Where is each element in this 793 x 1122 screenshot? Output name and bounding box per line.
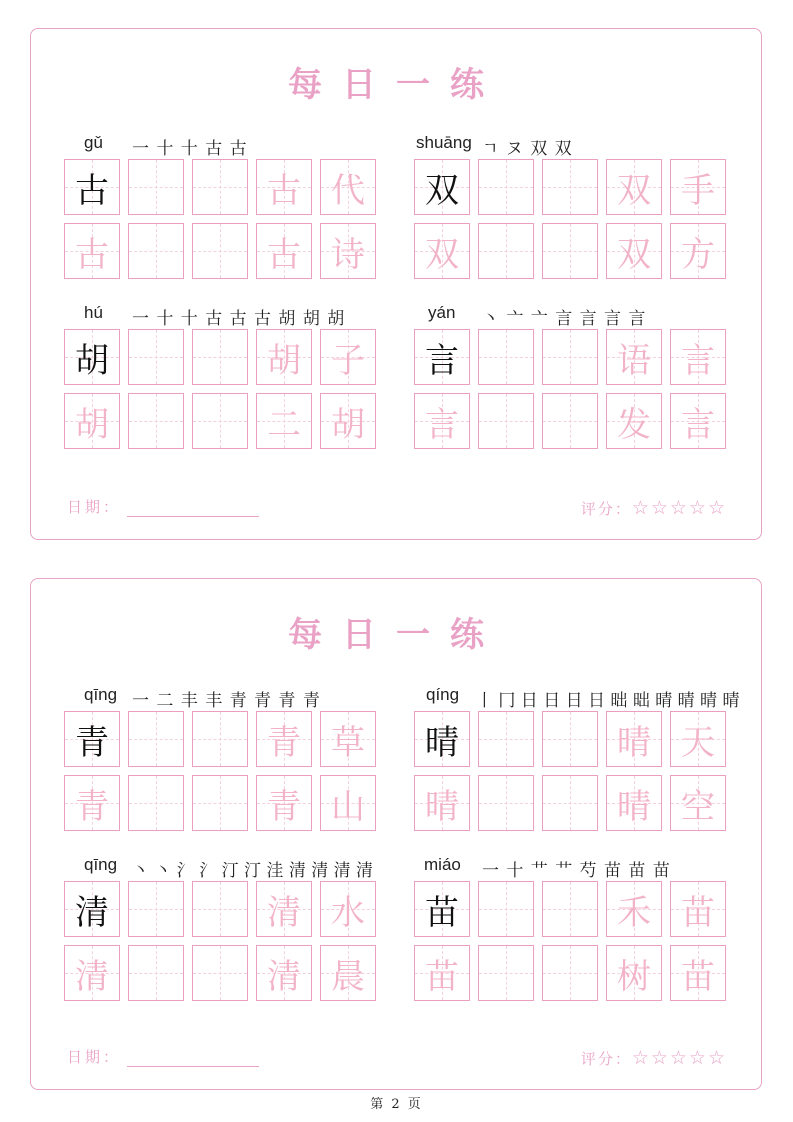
grid-cell[interactable] bbox=[542, 775, 598, 831]
pinyin: qīng bbox=[84, 855, 118, 874]
grid-cell[interactable] bbox=[478, 159, 534, 215]
char-block-qing-sunny bbox=[414, 685, 740, 867]
grid-cell[interactable]: 言 bbox=[670, 329, 726, 385]
grid-cell[interactable]: 空 bbox=[670, 775, 726, 831]
grid-cell[interactable] bbox=[478, 711, 534, 767]
grid-cell[interactable] bbox=[478, 393, 534, 449]
stroke-order: 一 十 艹 艹 芍 苗 苗 苗 bbox=[482, 861, 671, 881]
stroke-order: 一 二 丰 丰 青 青 青 青 bbox=[132, 691, 321, 711]
grid-cell[interactable]: 言 bbox=[414, 393, 470, 449]
grid-cell[interactable] bbox=[478, 223, 534, 279]
char-block-gu bbox=[64, 133, 382, 315]
char-block-shuang bbox=[414, 133, 732, 315]
grid-cell: 古 bbox=[64, 159, 120, 215]
stroke-order: 一 十 十 古 古 古 胡 胡 胡 bbox=[132, 309, 346, 329]
grid-cell[interactable]: 水 bbox=[320, 881, 376, 937]
grid-cell[interactable] bbox=[192, 945, 248, 1001]
grid-cell[interactable]: 清 bbox=[256, 881, 312, 937]
pinyin: hú bbox=[84, 303, 103, 322]
grid-cell[interactable]: 清 bbox=[64, 945, 120, 1001]
grid-cell[interactable] bbox=[128, 159, 184, 215]
score-field bbox=[581, 1047, 727, 1069]
grid-cell[interactable]: 胡 bbox=[64, 393, 120, 449]
grid-cell[interactable] bbox=[192, 159, 248, 215]
grid-cell[interactable] bbox=[128, 945, 184, 1001]
grid-cell[interactable]: 晴 bbox=[606, 711, 662, 767]
grid-cell[interactable] bbox=[128, 881, 184, 937]
score-label: 评分： bbox=[580, 1050, 632, 1068]
grid-cell[interactable] bbox=[542, 393, 598, 449]
grid-cell: 清 bbox=[64, 881, 120, 937]
grid-cell[interactable] bbox=[128, 711, 184, 767]
char-block-qing-clear bbox=[64, 855, 382, 1037]
grid-cell[interactable]: 山 bbox=[320, 775, 376, 831]
stroke-order: 丨 冂 日 日 日 日 昢 昢 晴 晴 晴 晴 bbox=[476, 691, 740, 711]
grid-cell[interactable]: 青 bbox=[256, 711, 312, 767]
date-field[interactable] bbox=[67, 496, 259, 517]
grid-cell[interactable] bbox=[478, 329, 534, 385]
pinyin: yán bbox=[428, 303, 456, 322]
grid-cell: 胡 bbox=[64, 329, 120, 385]
score-field bbox=[581, 497, 727, 519]
char-block-hu bbox=[64, 303, 382, 485]
card-title: 每日一练 bbox=[288, 65, 504, 105]
grid-cell[interactable] bbox=[192, 775, 248, 831]
grid-cell[interactable] bbox=[128, 393, 184, 449]
grid-cell[interactable]: 晴 bbox=[606, 775, 662, 831]
grid-cell[interactable]: 草 bbox=[320, 711, 376, 767]
grid-cell[interactable] bbox=[192, 329, 248, 385]
grid-cell[interactable] bbox=[542, 159, 598, 215]
grid-cell[interactable] bbox=[478, 945, 534, 1001]
grid-cell[interactable] bbox=[542, 711, 598, 767]
grid-cell[interactable] bbox=[192, 881, 248, 937]
grid-cell[interactable]: 古 bbox=[256, 223, 312, 279]
grid-cell[interactable]: 树 bbox=[606, 945, 662, 1001]
grid-cell[interactable]: 晴 bbox=[414, 775, 470, 831]
date-label: 日期： bbox=[67, 498, 122, 516]
grid-cell[interactable]: 诗 bbox=[320, 223, 376, 279]
grid-cell[interactable] bbox=[478, 881, 534, 937]
grid-cell[interactable]: 双 bbox=[414, 223, 470, 279]
pinyin: qīng bbox=[84, 685, 118, 704]
grid-cell[interactable]: 子 bbox=[320, 329, 376, 385]
star-rating-icon[interactable]: ☆☆☆☆☆ bbox=[631, 497, 727, 519]
stroke-order: 一 十 十 古 古 bbox=[132, 139, 248, 159]
grid-cell[interactable]: 青 bbox=[64, 775, 120, 831]
grid-cell[interactable]: 代 bbox=[320, 159, 376, 215]
grid-cell: 晴 bbox=[414, 711, 470, 767]
grid-cell[interactable]: 双 bbox=[606, 159, 662, 215]
grid-cell: 言 bbox=[414, 329, 470, 385]
grid-cell[interactable] bbox=[128, 775, 184, 831]
grid-cell: 苗 bbox=[414, 881, 470, 937]
grid-cell[interactable]: 言 bbox=[670, 393, 726, 449]
grid-cell[interactable]: 胡 bbox=[256, 329, 312, 385]
grid-cell[interactable] bbox=[128, 329, 184, 385]
grid-cell[interactable] bbox=[542, 881, 598, 937]
grid-cell[interactable]: 双 bbox=[606, 223, 662, 279]
grid-cell[interactable]: 古 bbox=[256, 159, 312, 215]
grid-cell[interactable] bbox=[542, 329, 598, 385]
date-input-line[interactable] bbox=[127, 502, 259, 517]
grid-cell: 双 bbox=[414, 159, 470, 215]
date-label: 日期： bbox=[67, 1048, 122, 1066]
grid-cell[interactable]: 胡 bbox=[320, 393, 376, 449]
pinyin: shuāng bbox=[416, 133, 472, 152]
grid-cell[interactable]: 晨 bbox=[320, 945, 376, 1001]
grid-cell[interactable]: 禾 bbox=[606, 881, 662, 937]
grid-cell[interactable] bbox=[128, 223, 184, 279]
grid-cell[interactable]: 二 bbox=[256, 393, 312, 449]
char-block-yan bbox=[414, 303, 732, 485]
practice-card-1 bbox=[30, 28, 762, 540]
grid-cell: 青 bbox=[64, 711, 120, 767]
grid-cell[interactable]: 天 bbox=[670, 711, 726, 767]
pinyin: qíng bbox=[426, 685, 460, 704]
pinyin: gǔ bbox=[84, 133, 103, 152]
grid-cell[interactable] bbox=[192, 393, 248, 449]
star-rating-icon[interactable]: ☆☆☆☆☆ bbox=[631, 1047, 727, 1069]
stroke-order: 丶 丶 氵 氵 汀 汀 洼 清 清 清 清 bbox=[132, 861, 374, 881]
date-field[interactable] bbox=[67, 1046, 259, 1067]
grid-cell[interactable]: 方 bbox=[670, 223, 726, 279]
page-number: 第 2 页 bbox=[370, 1097, 423, 1112]
grid-cell[interactable] bbox=[542, 945, 598, 1001]
grid-cell[interactable]: 清 bbox=[256, 945, 312, 1001]
grid-cell[interactable] bbox=[192, 223, 248, 279]
grid-cell[interactable] bbox=[542, 223, 598, 279]
grid-cell[interactable] bbox=[192, 711, 248, 767]
date-input-line[interactable] bbox=[127, 1052, 259, 1067]
char-block-miao bbox=[414, 855, 732, 1037]
grid-cell[interactable]: 青 bbox=[256, 775, 312, 831]
grid-cell[interactable] bbox=[478, 775, 534, 831]
stroke-order: ㄱ ヌ 双 双 bbox=[482, 139, 573, 159]
score-label: 评分： bbox=[580, 500, 632, 518]
grid-cell[interactable]: 发 bbox=[606, 393, 662, 449]
grid-cell[interactable]: 苗 bbox=[670, 945, 726, 1001]
grid-cell[interactable]: 苗 bbox=[670, 881, 726, 937]
pinyin: miáo bbox=[424, 855, 461, 874]
card-title: 每日一练 bbox=[288, 615, 504, 655]
practice-card-2 bbox=[30, 578, 762, 1090]
grid-cell[interactable]: 语 bbox=[606, 329, 662, 385]
grid-cell[interactable]: 苗 bbox=[414, 945, 470, 1001]
grid-cell[interactable]: 古 bbox=[64, 223, 120, 279]
grid-cell[interactable]: 手 bbox=[670, 159, 726, 215]
stroke-order: 丶 亠 亠 言 言 言 言 bbox=[482, 309, 647, 329]
char-block-qing bbox=[64, 685, 382, 867]
